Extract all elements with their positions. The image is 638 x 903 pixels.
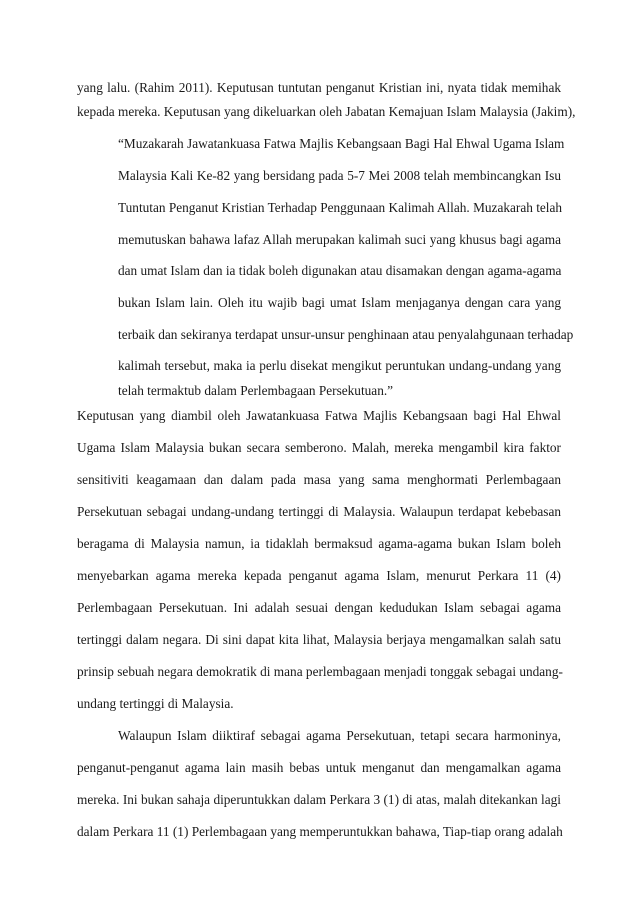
paragraph-line: dalam Perkara 11 (1) Perlembagaan yang memperuntukkan bahawa, Tiap-tiap orang adalah — [77, 824, 563, 839]
quote-line: kalimah tersebut, maka ia perlu disekat mengikut peruntukan undang-undang yang — [118, 358, 561, 373]
quote-line: terbaik dan sekiranya terdapat unsur-unsur penghinaan atau penyalahgunaan terhadap — [118, 327, 574, 342]
quote-line: bukan Islam lain. Oleh itu wajib bagi umat Islam menjaganya dengan cara yang — [118, 295, 561, 310]
paragraph-line: Persekutuan sebagai undang-undang tertinggi di Malaysia. Walaupun terdapat kebebasan — [77, 504, 561, 519]
paragraph-line: undang tertinggi di Malaysia. — [77, 696, 234, 711]
paragraph-line: mereka. Ini bukan sahaja diperuntukkan dalam Perkara 3 (1) di atas, malah ditekankan lagi — [77, 792, 561, 807]
quote-line: dan umat Islam dan ia tidak boleh digunakan atau disamakan dengan agama-agama — [118, 263, 562, 278]
paragraph-line: kepada mereka. Keputusan yang dikeluarkan oleh Jabatan Kemajuan Islam Malaysia (Jakim), — [77, 104, 576, 119]
quote-line: Malaysia Kali Ke-82 yang bersidang pada 5-7 Mei 2008 telah membincangkan Isu — [118, 168, 561, 183]
paragraph-line: Ugama Islam Malaysia bukan secara semberono. Malah, mereka mengambil kira faktor — [77, 440, 561, 455]
paragraph-line: sensitiviti keagamaan dan dalam pada masa yang sama menghormati Perlembagaan — [77, 472, 561, 487]
paragraph-line: tertinggi dalam negara. Di sini dapat kita lihat, Malaysia berjaya mengamalkan salah satu — [77, 632, 561, 647]
paragraph-line: yang lalu. (Rahim 2011). Keputusan tuntutan penganut Kristian ini, nyata tidak memihak — [77, 80, 561, 95]
paragraph-line: Keputusan yang diambil oleh Jawatankuasa Fatwa Majlis Kebangsaan bagi Hal Ehwal — [77, 408, 561, 423]
paragraph-line: Walaupun Islam diiktiraf sebagai agama Persekutuan, tetapi secara harmoninya, — [118, 728, 561, 743]
quote-line: memutuskan bahawa lafaz Allah merupakan kalimah suci yang khusus bagi agama — [118, 232, 561, 247]
quote-line: “Muzakarah Jawatankuasa Fatwa Majlis Kebangsaan Bagi Hal Ehwal Ugama Islam — [118, 136, 565, 151]
quote-line: telah termaktub dalam Perlembagaan Persekutuan.” — [118, 383, 394, 398]
paragraph-line: penganut-penganut agama lain masih bebas untuk menganut dan mengamalkan agama — [77, 760, 561, 775]
paragraph-line: beragama di Malaysia namun, ia tidaklah bermaksud agama-agama bukan Islam boleh — [77, 536, 561, 551]
paragraph-line: menyebarkan agama mereka kepada penganut agama Islam, menurut Perkara 11 (4) — [77, 568, 561, 583]
paragraph-line: Perlembagaan Persekutuan. Ini adalah sesuai dengan kedudukan Islam sebagai agama — [77, 600, 561, 615]
quote-line: Tuntutan Penganut Kristian Terhadap Penggunaan Kalimah Allah. Muzakarah telah — [118, 200, 563, 215]
paragraph-line: prinsip sebuah negara demokratik di mana perlembagaan menjadi tonggak sebagai undang- — [77, 664, 563, 679]
